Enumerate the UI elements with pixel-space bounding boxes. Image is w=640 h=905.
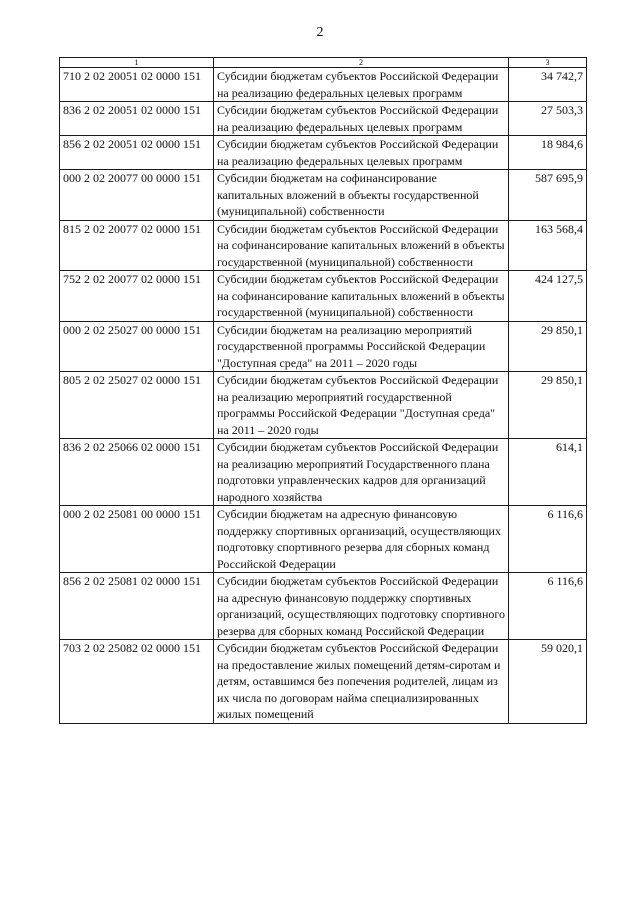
row-amount: 18 984,6 xyxy=(509,136,587,170)
row-description: Субсидии бюджетам субъектов Российской Федерации на реализацию федеральных целевых программ xyxy=(214,136,509,170)
column-header-code: 1 xyxy=(60,58,214,68)
row-description: Субсидии бюджетам субъектов Российской Федерации на софинансирование капитальных вложений в объекты государственной (муниципальной) собственности xyxy=(214,271,509,322)
table-row xyxy=(60,372,587,439)
row-description: Субсидии бюджетам на адресную финансовую поддержку спортивных организаций, осуществляющих подготовку спортивного резерва для сборных команд Российской Федерации xyxy=(214,506,509,573)
table-row xyxy=(60,506,587,573)
row-amount: 29 850,1 xyxy=(509,321,587,372)
row-amount: 587 695,9 xyxy=(509,170,587,221)
page-number: 2 xyxy=(316,25,324,40)
table-row xyxy=(60,102,587,136)
table-row xyxy=(60,271,587,322)
table-header-row xyxy=(60,58,587,68)
budget-code: 000 2 02 25027 00 0000 151 xyxy=(60,321,214,372)
row-amount: 6 116,6 xyxy=(509,506,587,573)
row-amount: 614,1 xyxy=(509,439,587,506)
budget-code: 856 2 02 25081 02 0000 151 xyxy=(60,573,214,640)
row-description: Субсидии бюджетам субъектов Российской Федерации на реализацию мероприятий Государственного плана подготовки управленческих кадров для организаций народного хозяйства xyxy=(214,439,509,506)
table-row xyxy=(60,170,587,221)
row-amount: 163 568,4 xyxy=(509,220,587,271)
budget-code: 000 2 02 20077 00 0000 151 xyxy=(60,170,214,221)
table-row xyxy=(60,220,587,271)
row-amount: 29 850,1 xyxy=(509,372,587,439)
budget-code: 752 2 02 20077 02 0000 151 xyxy=(60,271,214,322)
budget-code: 805 2 02 25027 02 0000 151 xyxy=(60,372,214,439)
table-row xyxy=(60,439,587,506)
row-description: Субсидии бюджетам субъектов Российской Федерации на реализацию федеральных целевых программ xyxy=(214,102,509,136)
row-amount: 59 020,1 xyxy=(509,640,587,724)
row-description: Субсидии бюджетам субъектов Российской Федерации на адресную финансовую поддержку спортивных организаций, осуществляющих подготовку спортивного резерва для сборных команд Российской Федерации xyxy=(214,573,509,640)
budget-code: 710 2 02 20051 02 0000 151 xyxy=(60,68,214,102)
row-description: Субсидии бюджетам субъектов Российской Федерации на предоставление жилых помещений детям-сиротам и детям, оставшимся без попечения родителей, лицам из их числа по договорам найма специализированных жилых помещений xyxy=(214,640,509,724)
row-description: Субсидии бюджетам субъектов Российской Федерации на реализацию федеральных целевых программ xyxy=(214,68,509,102)
row-amount: 424 127,5 xyxy=(509,271,587,322)
row-amount: 34 742,7 xyxy=(509,68,587,102)
row-description: Субсидии бюджетам субъектов Российской Федерации на софинансирование капитальных вложений в объекты государственной (муниципальной) собственности xyxy=(214,220,509,271)
budget-code: 836 2 02 20051 02 0000 151 xyxy=(60,102,214,136)
table-row xyxy=(60,640,587,724)
budget-code: 703 2 02 25082 02 0000 151 xyxy=(60,640,214,724)
budget-code: 815 2 02 20077 02 0000 151 xyxy=(60,220,214,271)
row-amount: 6 116,6 xyxy=(509,573,587,640)
table-row xyxy=(60,136,587,170)
budget-table xyxy=(59,57,587,724)
column-header-description: 2 xyxy=(214,58,509,68)
budget-code: 000 2 02 25081 00 0000 151 xyxy=(60,506,214,573)
row-description: Субсидии бюджетам на софинансирование капитальных вложений в объекты государственной (муниципальной) собственности xyxy=(214,170,509,221)
table-row xyxy=(60,321,587,372)
row-description: Субсидии бюджетам субъектов Российской Федерации на реализацию мероприятий государственной программы Российской Федерации "Доступная среда" на 2011 – 2020 годы xyxy=(214,372,509,439)
row-description: Субсидии бюджетам на реализацию мероприятий государственной программы Российской Федерации "Доступная среда" на 2011 – 2020 годы xyxy=(214,321,509,372)
budget-code: 836 2 02 25066 02 0000 151 xyxy=(60,439,214,506)
column-header-amount: 3 xyxy=(509,58,587,68)
row-amount: 27 503,3 xyxy=(509,102,587,136)
table-row xyxy=(60,573,587,640)
budget-code: 856 2 02 20051 02 0000 151 xyxy=(60,136,214,170)
table-row xyxy=(60,68,587,102)
